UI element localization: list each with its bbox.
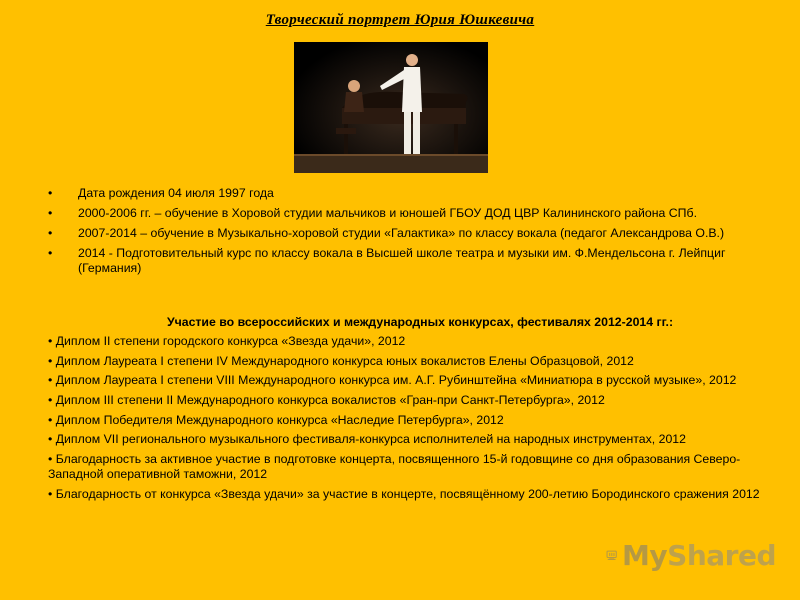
list-item: • Диплом VII регионального музыкального фестиваля-конкурса исполнителей на народных инструментах, 2012 <box>48 432 686 447</box>
bullet-icon: • <box>48 226 53 240</box>
myshared-watermark <box>606 536 776 574</box>
myshared-logo-icon <box>606 538 618 572</box>
watermark-shared: Shared <box>667 538 776 572</box>
list-item: • 2014 - Подготовительный курс по классу вокала в Высшей школе театра и музыки им. Ф.Мендельсона г. Лейпциг (Германия) <box>48 246 726 275</box>
list-item: • Диплом Лауреата I степени IV Международного конкурса юных вокалистов Елены Образцовой, 2012 <box>48 353 634 368</box>
list-item: • Диплом III степени II Международного конкурса вокалистов «Гран-при Санкт-Петербурга», 2012 <box>48 393 605 408</box>
list-item: • Благодарность за активное участие в подготовке концерта, посвященного 15-й годовщине со дня образования Северо-Западной оперативной таможни, 2012 <box>48 452 741 482</box>
awards-list <box>48 334 778 507</box>
list-item: • 2000-2006 гг. – обучение в Хоровой студии мальчиков и юношей ГБОУ ДОД ЦВР Калининского района СПб. <box>48 206 697 220</box>
list-item: • Диплом Лауреата I степени VIII Международного конкурса им. А.Г. Рубинштейна «Миниатюра в русской музыке», 2012 <box>48 373 737 388</box>
list-item: • Диплом Победителя Международного конкурса «Наследие Петербурга», 2012 <box>48 412 504 427</box>
list-item: • Диплом II степени городского конкурса «Звезда удачи», 2012 <box>48 334 406 348</box>
watermark-my: My <box>622 538 668 572</box>
bullet-icon: • <box>48 186 53 200</box>
concert-photo <box>294 42 488 173</box>
list-item: • 2007-2014 – обучение в Музыкально-хоровой студии «Галактика» по классу вокала (педагог Александрова О.В.) <box>48 226 725 240</box>
bullet-icon: • <box>48 246 53 260</box>
biography-list <box>48 186 768 281</box>
bullet-icon: • <box>48 206 53 220</box>
awards-heading: Участие во всероссийских и международных конкурсах, фестивалях 2012-2014 гг.: <box>166 315 674 329</box>
list-item: • Дата рождения 04 июля 1997 года <box>48 186 274 200</box>
page-title: Творческий портрет Юрия Юшкевича <box>265 12 535 28</box>
list-item: • Благодарность от конкурса «Звезда удачи» за участие в концерте, посвящённому 200-летию Бородинского сражения 2012 <box>48 486 760 501</box>
